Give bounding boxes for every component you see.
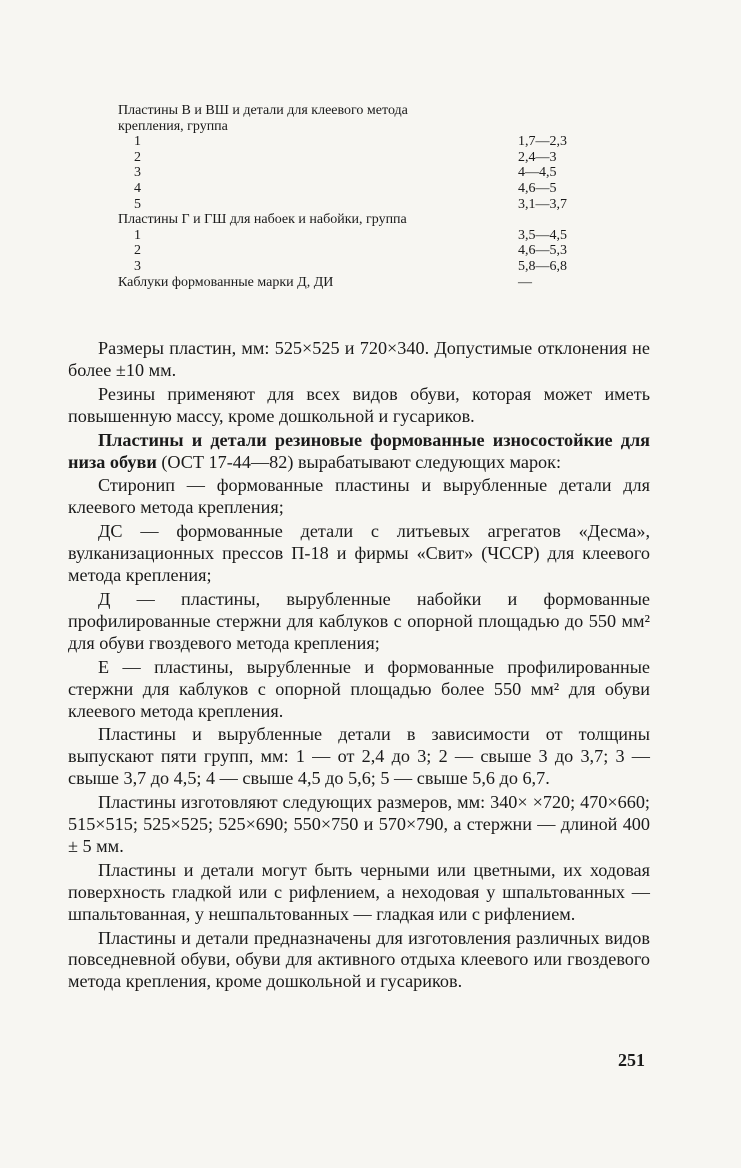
row-value: 4,6—5,3 xyxy=(518,243,567,259)
row-label: 3 xyxy=(134,165,141,181)
table-row xyxy=(118,165,588,181)
row-label: Каблуки формованные марки Д, ДИ xyxy=(118,274,334,290)
table-row xyxy=(118,181,588,197)
table-row xyxy=(118,212,588,228)
table-row xyxy=(118,197,588,213)
row-value xyxy=(518,119,588,135)
paragraph-e: Е — пластины, вырубленные и формованные профилированные стержни для каблуков с опорной площадью более 550 мм² для обуви клеевого метода крепления. xyxy=(68,656,650,721)
row-label: 1 xyxy=(134,227,141,243)
table-row xyxy=(118,243,588,259)
table-row xyxy=(118,150,588,166)
row-value: 4—4,5 xyxy=(518,165,557,181)
thickness-table xyxy=(118,103,588,290)
paragraph-purpose: Пластины и детали предназначены для изготовления различных видов повседневной обуви, обуви для активного отдыха клеевого или гвоздевого метода крепления, кроме дошкольной и гусариков. xyxy=(68,927,650,992)
row-label: 3 xyxy=(134,258,141,274)
row-value: 3,1—3,7 xyxy=(518,196,567,212)
row-label: Пластины Г и ГШ для набоек и набойки, группа xyxy=(118,212,407,228)
paragraph-groups: Пластины и вырубленные детали в зависимости от толщины выпускают пяти групп, мм: 1 — от 2,4 до 3; 2 — свыше 3 до 3,7; 3 — свыше 3,7 до 4,5; 4 — свыше 4,5 до 5,6; 5 — свыше 5,6 до 6,7. xyxy=(68,724,650,789)
row-label: 4 xyxy=(134,180,141,196)
row-value: 4,6—5 xyxy=(518,180,557,196)
table-row xyxy=(118,259,588,275)
row-value: 5,8—6,8 xyxy=(518,258,567,274)
paragraph-colors: Пластины и детали могут быть черными или цветными, их ходовая поверхность гладкой или с рифлением, а неходовая у шпальтованных — шпальтованная, у нешпальтованных — гладкая или с рифлением. xyxy=(68,859,650,924)
body-text xyxy=(68,338,650,993)
row-value xyxy=(518,212,588,228)
paragraph-d: Д — пластины, вырубленные набойки и формованные профилированные стержни для каблуков с опорной площадью до 550 мм² для обуви гвоздевого метода крепления; xyxy=(68,588,650,653)
row-value: 1,7—2,3 xyxy=(518,134,567,150)
paragraph-grades-intro xyxy=(68,430,650,474)
row-label: 1 xyxy=(134,134,141,150)
row-value: 2,4—3 xyxy=(518,149,557,165)
paragraph-stironip: Стиронип — формованные пластины и вырубленные детали для клеевого метода крепления; xyxy=(68,475,650,518)
paragraph-ds: ДС — формованные детали с литьевых агрегатов «Десма», вулканизационных прессов П-18 и фирмы «Свит» (ЧССР) для клеевого метода крепления; xyxy=(68,521,650,586)
table-row xyxy=(118,103,588,119)
paragraph-usage: Резины применяют для всех видов обуви, которая может иметь повышенную массу, кроме дошкольной и гусариков. xyxy=(68,383,650,426)
row-label: 2 xyxy=(134,149,141,165)
row-label: крепления, группа xyxy=(118,118,228,134)
row-label: 2 xyxy=(134,243,141,259)
table-row xyxy=(118,134,588,150)
paragraph-dimensions: Пластины изготовляют следующих размеров, мм: 340× ×720; 470×660; 515×515; 525×525; 525×690; 550×750 и 570×790, а стержни — длиной 400 ± 5 мм. xyxy=(68,792,650,856)
paragraph-sizes: Размеры пластин, мм: 525×525 и 720×340. Допустимые отклонения не более ±10 мм. xyxy=(68,338,650,380)
row-value: 3,5—4,5 xyxy=(518,227,567,243)
row-label: Пластины В и ВШ и детали для клеевого метода xyxy=(118,103,408,118)
page-number: 251 xyxy=(618,1050,645,1070)
table-row xyxy=(118,119,588,135)
row-value xyxy=(518,103,588,119)
row-value: — xyxy=(518,274,532,290)
table-row xyxy=(118,228,588,244)
row-label: 5 xyxy=(134,196,141,212)
heading-continuation: (ОСТ 17-44—82) вырабатывают следующих марок: xyxy=(156,451,562,472)
table-row xyxy=(118,275,588,291)
bold-heading: Пластины и детали резиновые формованные износостойкие для низа обуви xyxy=(68,429,650,472)
